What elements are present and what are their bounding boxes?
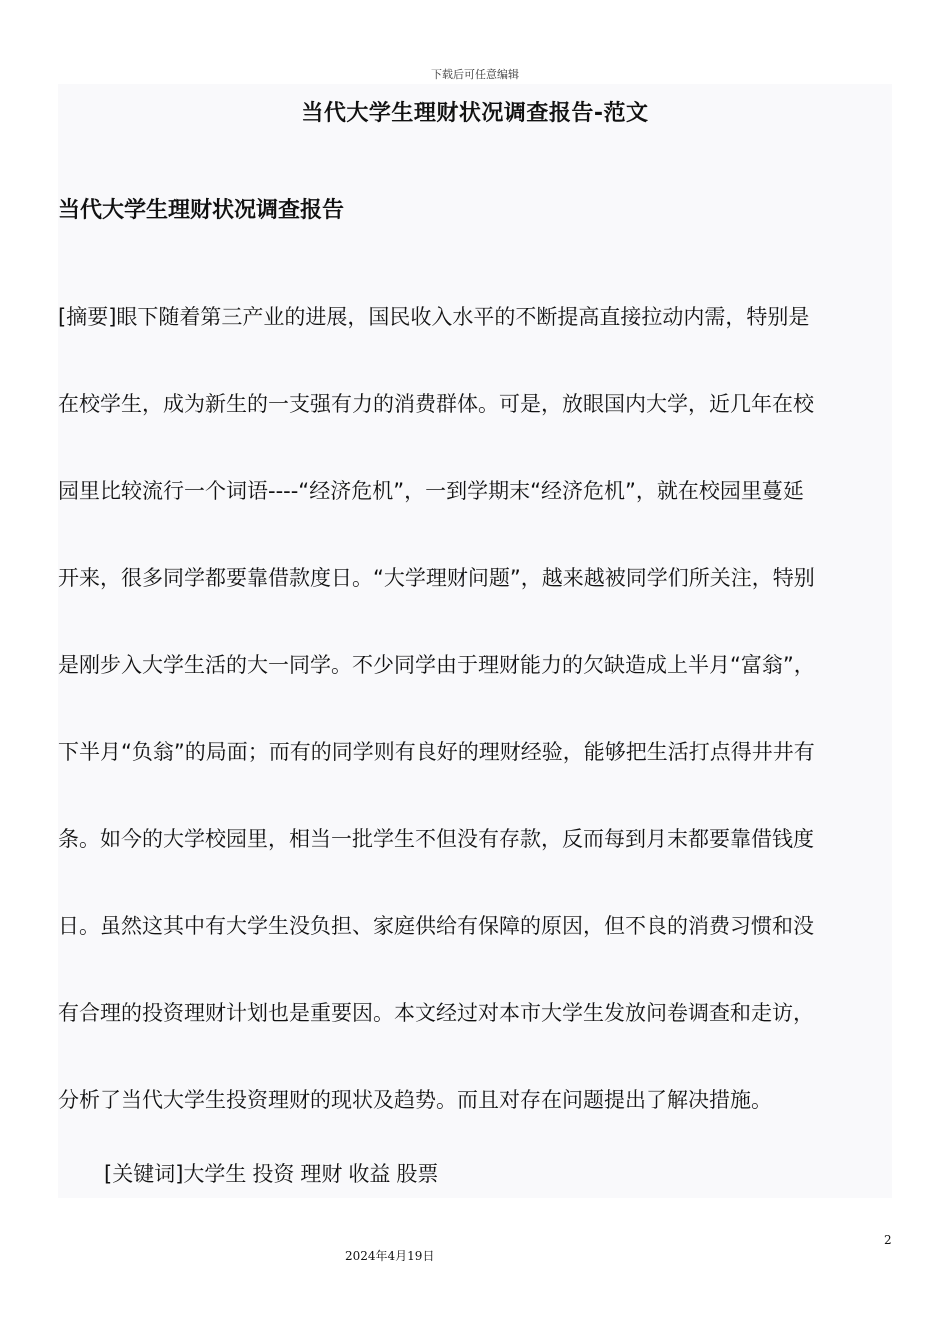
abstract-line: 开来，很多同学都要靠借款度日。“大学理财问题”，越来越被同学们所关注，特别	[58, 566, 815, 590]
abstract-line: 下半月“负翁”的局面；而有的同学则有良好的理财经验，能够把生活打点得井井有	[58, 740, 815, 764]
document-title: 当代大学生理财状况调查报告-范文	[301, 101, 649, 126]
keyword-term: 理财	[300, 1162, 343, 1186]
abstract-line: 园里比较流行一个词语----“经济危机”，一到学期末“经济危机”，就在校园里蔓延	[58, 479, 804, 503]
abstract-line: 有合理的投资理财计划也是重要因。本文经过对本市大学生发放问卷调查和走访，	[58, 1001, 814, 1025]
abstract-paragraph	[58, 274, 892, 1144]
keywords-line	[104, 1158, 438, 1188]
keyword-term: 股票	[396, 1162, 439, 1186]
footer-date: 2024年4月19日	[345, 1249, 435, 1263]
abstract-line: [摘要]眼下随着第三产业的进展，国民收入水平的不断提高直接拉动内需，特别是	[58, 305, 810, 329]
section-heading: 当代大学生理财状况调查报告	[58, 198, 345, 223]
keyword-term: 收益	[348, 1162, 391, 1186]
keywords-label: [关键词]	[104, 1162, 184, 1186]
header-note: 下载后可任意编辑	[431, 68, 519, 81]
abstract-line: 条。如今的大学校园里，相当一批学生不但没有存款，反而每到月末都要靠借钱度	[58, 827, 814, 851]
abstract-line: 日。虽然这其中有大学生没负担、家庭供给有保障的原因，但不良的消费习惯和没	[58, 914, 814, 938]
keyword-term: 投资	[252, 1162, 295, 1186]
page-number: 2	[884, 1233, 892, 1247]
abstract-line: 分析了当代大学生投资理财的现状及趋势。而且对存在问题提出了解决措施。	[58, 1088, 772, 1112]
keyword-term: 大学生	[183, 1162, 247, 1186]
abstract-line: 是刚步入大学生活的大一同学。不少同学由于理财能力的欠缺造成上半月“富翁”，	[58, 653, 815, 677]
abstract-line: 在校学生，成为新生的一支强有力的消费群体。可是，放眼国内大学，近几年在校	[58, 392, 814, 416]
